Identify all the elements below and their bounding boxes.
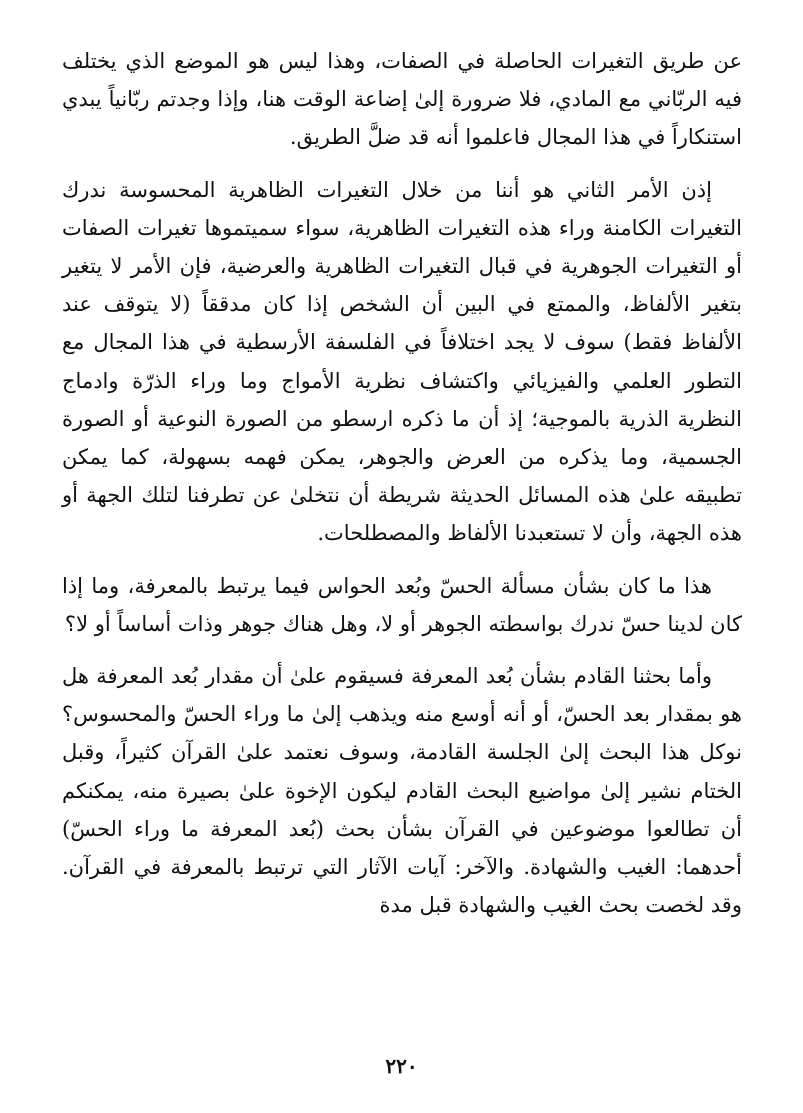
paragraph-2: إذن الأمر الثاني هو أننا من خلال التغيرات الظاهرية المحسوسة ندرك التغيرات الكامنة وراء هذه التغيرات الظاهرية، سواء سميتموها تغيرات الصفات أو التغيرات الجوهرية في قبال التغيرات الظاهرية والعرضية، فإن الأمر لا يتغير بتغير الألفاظ، والممتع في البين أن الشخص إذا كان مدققاً (لا يتوقف عند الألفاظ فقط) سوف لا يجد اختلافاً في الفلسفة الأرسطية في هذا المجال مع التطور العلمي والفيزيائي واكتشاف نظرية الأمواج وما وراء الذرّة وادماج النظرية الذرية بالموجية؛ إذ أن ما ذكره ارسطو من الصورة النوعية أو الصورة الجسمية، وما يذكره من العرض والجوهر، يمكن فهمه بسهولة، كما يمكن تطبيقه علىٰ هذه المسائل الحديثة شريطة أن نتخلىٰ عن تطرفنا لتلك الجهة أو هذه الجهة، وأن لا تستعبدنا الألفاظ والمصطلحات. — [62, 177, 742, 546]
paragraph-3: هذا ما كان بشأن مسألة الحسّ وبُعد الحواس فيما يرتبط بالمعرفة، وما إذا كان لدينا حسّ ندرك بواسطته الجوهر أو لا، وهل هناك جوهر وذات أساساً أو لا؟ — [62, 573, 742, 636]
paragraph-1: عن طريق التغيرات الحاصلة في الصفات، وهذا ليس هو الموضع الذي يختلف فيه الربّاني مع المادي، فلا ضرورة إلىٰ إضاعة الوقت هنا، وإذا وجدتم ربّانياً يبدي استنكاراً في هذا المجال فاعلموا أنه قد ضلَّ الطريق. — [62, 49, 742, 150]
page-number: ٢٢٠ — [385, 1054, 418, 1078]
paragraph-4: وأما بحثنا القادم بشأن بُعد المعرفة فسيقوم علىٰ أن مقدار بُعد المعرفة هل هو بمقدار بعد الحسّ، أو أنه أوسع منه ويذهب إلىٰ ما وراء الحسّ والمحسوس؟ نوكل هذا البحث إلىٰ الجلسة القادمة، وسوف نعتمد علىٰ القرآن كثيراً، وقبل الختام نشير إلىٰ مواضيع البحث القادم ليكون الإخوة علىٰ بصيرة منه، يمكنكم أن تطالعوا موضوعين في القرآن بشأن بحث (بُعد المعرفة ما وراء الحسّ) أحدهما: الغيب والشهادة. والآخر: آيات الآثار التي ترتبط بالمعرفة في القرآن. وقد لخصت بحث الغيب والشهادة قبل مدة — [62, 664, 742, 918]
page-body — [62, 42, 742, 938]
